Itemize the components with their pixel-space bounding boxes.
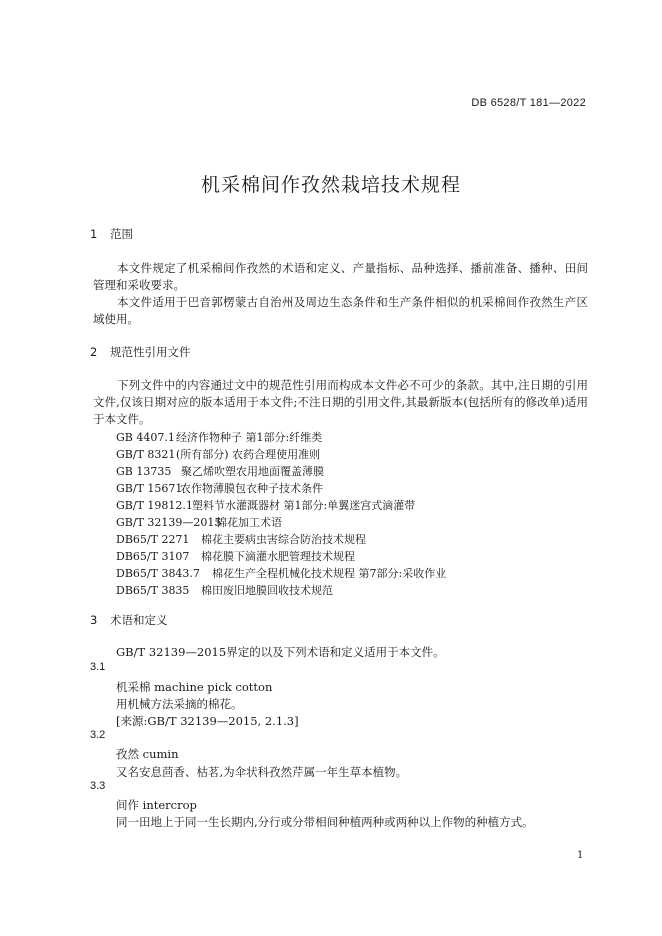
reference-title: 经济作物种子 第1部分:纤维类 [176,431,323,444]
reference-item [116,480,323,496]
reference-item [116,531,366,547]
section-number: 2 [90,345,98,359]
reference-code: DB65/T 3107 [116,550,190,563]
scope-paragraph-2: 本文件适用于巴音郭楞蒙古自治州及周边生态条件和生产条件相似的机采棉间作孜然生产区域使用。 [93,295,588,326]
section-title: 规范性引用文件 [110,345,191,359]
section-1-heading [90,226,133,242]
page-number: 1 [577,850,584,861]
reference-title: 塑料节水灌溉器材 第1部分:单翼迷宫式滴灌带 [192,499,416,512]
section-number: 3 [90,613,98,627]
term-source: [来源:GB/T 32139—2015, 2.1.3] [116,714,299,728]
reference-item [116,548,355,564]
scope-paragraph-1: 本文件规定了机采棉间作孜然的术语和定义、产量指标、品种选择、播前准备、播种、田间管理和采收要求。 [93,261,588,292]
reference-code: GB/T 15671 [116,482,183,495]
section-number: 1 [90,227,98,241]
reference-code: GB/T 19812.1 [116,499,193,512]
terms-intro: GB/T 32139—2015界定的以及下列术语和定义适用于本文件。 [116,645,445,659]
reference-item [116,463,324,479]
reference-title: 棉花加工术语 [216,516,282,529]
reference-title: 棉田废旧地膜回收技术规范 [201,584,333,597]
reference-code: GB 4407.1 [116,431,175,444]
document-number: DB 6528/T 181—2022 [471,97,586,109]
document-title: 机采棉间作孜然栽培技术规程 [200,174,461,196]
term-name: 间作 intercrop [116,798,197,812]
normative-references-paragraph: 下列文件中的内容通过文中的规范性引用而构成本文件必不可少的条款。其中,注日期的引用文件,仅该日期对应的版本适用于本文件;不注日期的引用文件,其最新版本(包括所有的修改单)适用于本文件。 [93,378,588,426]
reference-code: DB65/T 3843.7 [116,567,200,580]
reference-item [116,514,282,530]
clause-number: 3.1 [90,661,106,673]
term-name: 孜然 cumin [116,747,179,761]
reference-item [116,446,320,462]
reference-title: 棉花主要病虫害综合防治技术规程 [201,533,366,546]
reference-code: DB65/T 2271 [116,533,190,546]
reference-item [116,565,446,581]
reference-title: 棉花生产全程机械化技术规程 第7部分:采收作业 [212,567,447,580]
term-name: 机采棉 machine pick cotton [116,680,273,694]
reference-title: (所有部分) 农药合理使用准则 [176,448,321,461]
term-definition: 用机械方法采摘的棉花。 [116,697,243,711]
section-title: 术语和定义 [110,613,168,627]
reference-code: DB65/T 3835 [116,584,190,597]
reference-code: GB 13735 [116,465,172,478]
reference-item [116,429,322,445]
reference-title: 农作物薄膜包衣种子技术条件 [180,482,323,495]
term-definition: 同一田地上于同一生长期内,分行或分带相间种植两种或两种以上作物的种植方式。 [116,815,534,829]
reference-title: 聚乙烯吹塑农用地面覆盖薄膜 [181,465,324,478]
reference-code: GB/T 8321 [116,448,176,461]
term-definition: 又名安息茴香、枯茗,为伞状科孜然芹属一年生草本植物。 [116,765,408,779]
reference-item [116,497,415,513]
section-3-heading [90,612,168,628]
section-title: 范围 [110,227,133,241]
section-2-heading [90,344,191,360]
reference-title: 棉花膜下滴灌水肥管理技术规程 [201,550,355,563]
reference-item [116,582,333,598]
reference-code: GB/T 32139—2015 [116,516,222,529]
clause-number: 3.2 [90,729,106,741]
clause-number: 3.3 [90,780,106,792]
